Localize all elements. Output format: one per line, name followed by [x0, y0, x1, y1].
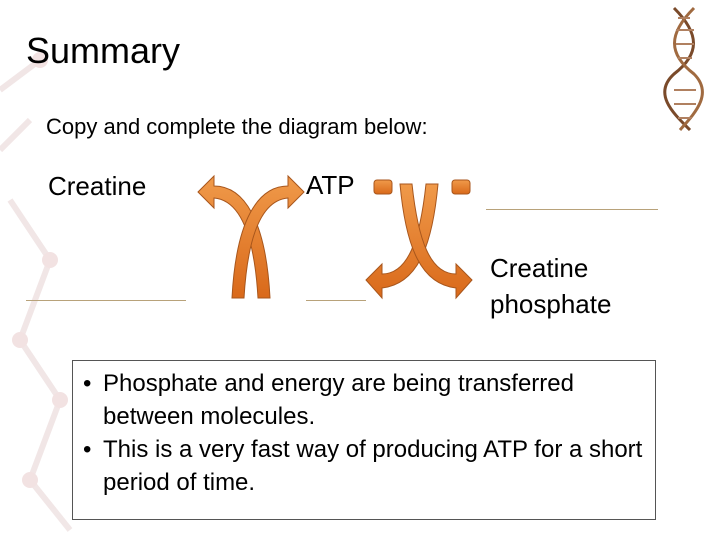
- left-coupled-arrows: [198, 176, 304, 298]
- summary-bullet: [83, 433, 647, 499]
- blank-line-top-right: [486, 209, 658, 210]
- creatine-phosphate-line2: phosphate: [490, 289, 612, 319]
- creatine-phosphate-line1: Creatine: [490, 253, 589, 283]
- creatine-phosphate-label: [490, 250, 611, 322]
- summary-bullet-text: This is a very fast way of producing ATP for a short period of time.: [103, 436, 643, 496]
- bullet-dot: •: [83, 370, 92, 397]
- bullet-dot: •: [83, 436, 92, 463]
- dna-helix-icon: [660, 4, 714, 134]
- reaction-arrows: [180, 170, 500, 310]
- summary-bullet-text: Phosphate and energy are being transferred between molecules.: [103, 370, 574, 430]
- atp-label: ATP: [306, 170, 355, 200]
- blank-line-bottom-left: [26, 300, 186, 301]
- creatine-label: Creatine: [48, 171, 147, 201]
- instruction-text: Copy and complete the diagram below:: [46, 114, 428, 139]
- right-coupled-arrows: [366, 180, 472, 298]
- summary-box: [72, 360, 656, 520]
- slide-title: Summary: [26, 30, 181, 71]
- summary-bullet: [83, 367, 647, 433]
